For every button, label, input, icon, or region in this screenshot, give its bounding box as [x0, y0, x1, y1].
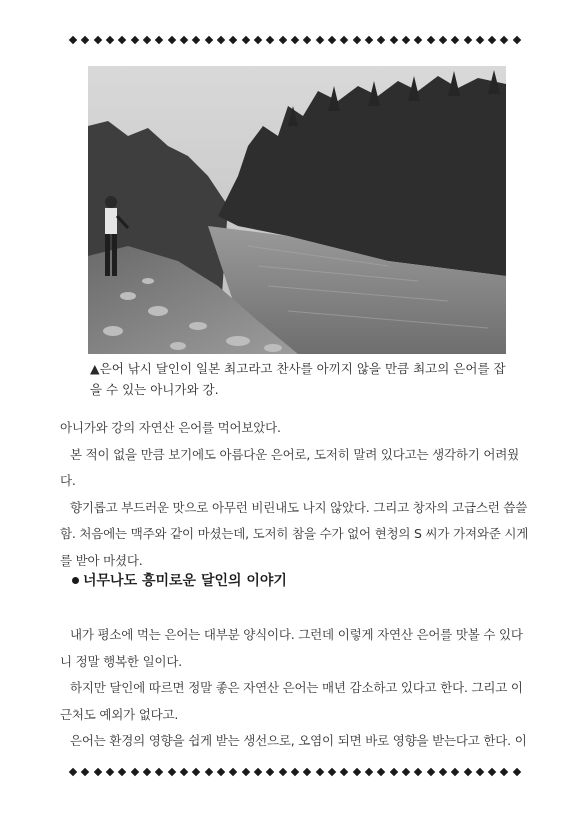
paragraph: 본 적이 없을 만큼 보기에도 아름다운 은어로, 도저히 말려 있다고는 생각하기 어려웠다. — [60, 446, 520, 488]
diamond-ornament-icon — [488, 36, 496, 44]
diamond-ornament-icon — [476, 36, 484, 44]
diamond-ornament-icon — [204, 768, 212, 776]
diamond-ornament-icon — [69, 36, 77, 44]
diamond-ornament-icon — [192, 36, 200, 44]
diamond-ornament-icon — [155, 36, 163, 44]
diamond-ornament-icon — [439, 768, 447, 776]
diamond-ornament-icon — [204, 36, 212, 44]
diamond-ornament-icon — [315, 36, 323, 44]
diamond-ornament-icon — [217, 36, 225, 44]
diamond-ornament-icon — [291, 768, 299, 776]
diamond-ornament-icon — [377, 36, 385, 44]
diamond-ornament-icon — [500, 36, 508, 44]
river-landscape-photo — [88, 66, 506, 354]
diamond-ornament-icon — [254, 768, 262, 776]
diamond-ornament-icon — [328, 768, 336, 776]
diamond-ornament-icon — [229, 768, 237, 776]
diamond-ornament-icon — [488, 768, 496, 776]
paragraph: 향기롭고 부드러운 맛으로 아무런 비린내도 나지 않았다. 그리고 창자의 고급스런 씁쓸함. 처음에는 맥주와 같이 마셨는데, 도저히 참을 수가 없어 현청의 S 씨가 가져와준 시게를 받아 마셨다. — [60, 499, 529, 568]
section-1-body — [60, 415, 530, 574]
paragraph: 은어는 환경의 영향을 쉽게 받는 생선으로, 오염이 되면 바로 영향을 받는다고 한다. 이 — [70, 733, 527, 748]
diamond-ornament-icon — [118, 36, 126, 44]
diamond-ornament-icon — [463, 768, 471, 776]
bullet-icon — [72, 577, 79, 584]
diamond-ornament-icon — [340, 768, 348, 776]
river-photo — [88, 66, 506, 354]
diamond-ornament-icon — [192, 768, 200, 776]
top-diamond-border — [70, 34, 520, 46]
section-2-body — [60, 622, 530, 755]
photo-caption: ▲은어 낚시 달인이 일본 최고라고 찬사를 아끼지 않을 만큼 최고의 은어를 잡을 수 있는 아니가와 강. — [90, 361, 506, 397]
diamond-ornament-icon — [414, 36, 422, 44]
section-heading-text: 너무나도 흥미로운 달인의 이야기 — [83, 573, 287, 589]
diamond-ornament-icon — [303, 36, 311, 44]
diamond-ornament-icon — [389, 36, 397, 44]
paragraph: 내가 평소에 먹는 은어는 대부분 양식이다. 그런데 이렇게 자연산 은어를 맛볼 수 있다니 정말 행복한 일이다. — [60, 627, 523, 669]
diamond-ornament-icon — [365, 36, 373, 44]
diamond-ornament-icon — [513, 768, 521, 776]
diamond-ornament-icon — [352, 768, 360, 776]
diamond-ornament-icon — [81, 36, 89, 44]
diamond-ornament-icon — [241, 36, 249, 44]
diamond-ornament-icon — [463, 36, 471, 44]
diamond-ornament-icon — [266, 36, 274, 44]
diamond-ornament-icon — [241, 768, 249, 776]
section-heading — [72, 570, 287, 590]
diamond-ornament-icon — [167, 768, 175, 776]
diamond-ornament-icon — [93, 36, 101, 44]
diamond-ornament-icon — [315, 768, 323, 776]
diamond-ornament-icon — [451, 768, 459, 776]
paragraph: 아니가와 강의 자연산 은어를 먹어보았다. — [60, 420, 281, 435]
diamond-ornament-icon — [439, 36, 447, 44]
diamond-ornament-icon — [130, 768, 138, 776]
diamond-ornament-icon — [266, 768, 274, 776]
diamond-ornament-icon — [377, 768, 385, 776]
diamond-ornament-icon — [69, 768, 77, 776]
diamond-ornament-icon — [402, 36, 410, 44]
diamond-ornament-icon — [340, 36, 348, 44]
diamond-ornament-icon — [402, 768, 410, 776]
diamond-ornament-icon — [180, 768, 188, 776]
diamond-ornament-icon — [118, 768, 126, 776]
diamond-ornament-icon — [81, 768, 89, 776]
diamond-ornament-icon — [500, 768, 508, 776]
diamond-ornament-icon — [254, 36, 262, 44]
diamond-ornament-icon — [352, 36, 360, 44]
diamond-ornament-icon — [426, 768, 434, 776]
diamond-ornament-icon — [389, 768, 397, 776]
diamond-ornament-icon — [167, 36, 175, 44]
diamond-ornament-icon — [180, 36, 188, 44]
diamond-ornament-icon — [217, 768, 225, 776]
diamond-ornament-icon — [328, 36, 336, 44]
paragraph: 하지만 달인에 따르면 정말 좋은 자연산 은어는 매년 감소하고 있다고 한다. 그리고 이 근처도 예외가 없다고. — [60, 680, 523, 722]
diamond-ornament-icon — [303, 768, 311, 776]
diamond-ornament-icon — [106, 36, 114, 44]
diamond-ornament-icon — [451, 36, 459, 44]
diamond-ornament-icon — [426, 36, 434, 44]
diamond-ornament-icon — [365, 768, 373, 776]
diamond-ornament-icon — [106, 768, 114, 776]
diamond-ornament-icon — [414, 768, 422, 776]
diamond-ornament-icon — [130, 36, 138, 44]
diamond-ornament-icon — [143, 768, 151, 776]
diamond-ornament-icon — [278, 36, 286, 44]
diamond-ornament-icon — [143, 36, 151, 44]
diamond-ornament-icon — [513, 36, 521, 44]
diamond-ornament-icon — [278, 768, 286, 776]
diamond-ornament-icon — [155, 768, 163, 776]
diamond-ornament-icon — [229, 36, 237, 44]
diamond-ornament-icon — [291, 36, 299, 44]
bottom-diamond-border — [70, 766, 520, 778]
diamond-ornament-icon — [93, 768, 101, 776]
diamond-ornament-icon — [476, 768, 484, 776]
